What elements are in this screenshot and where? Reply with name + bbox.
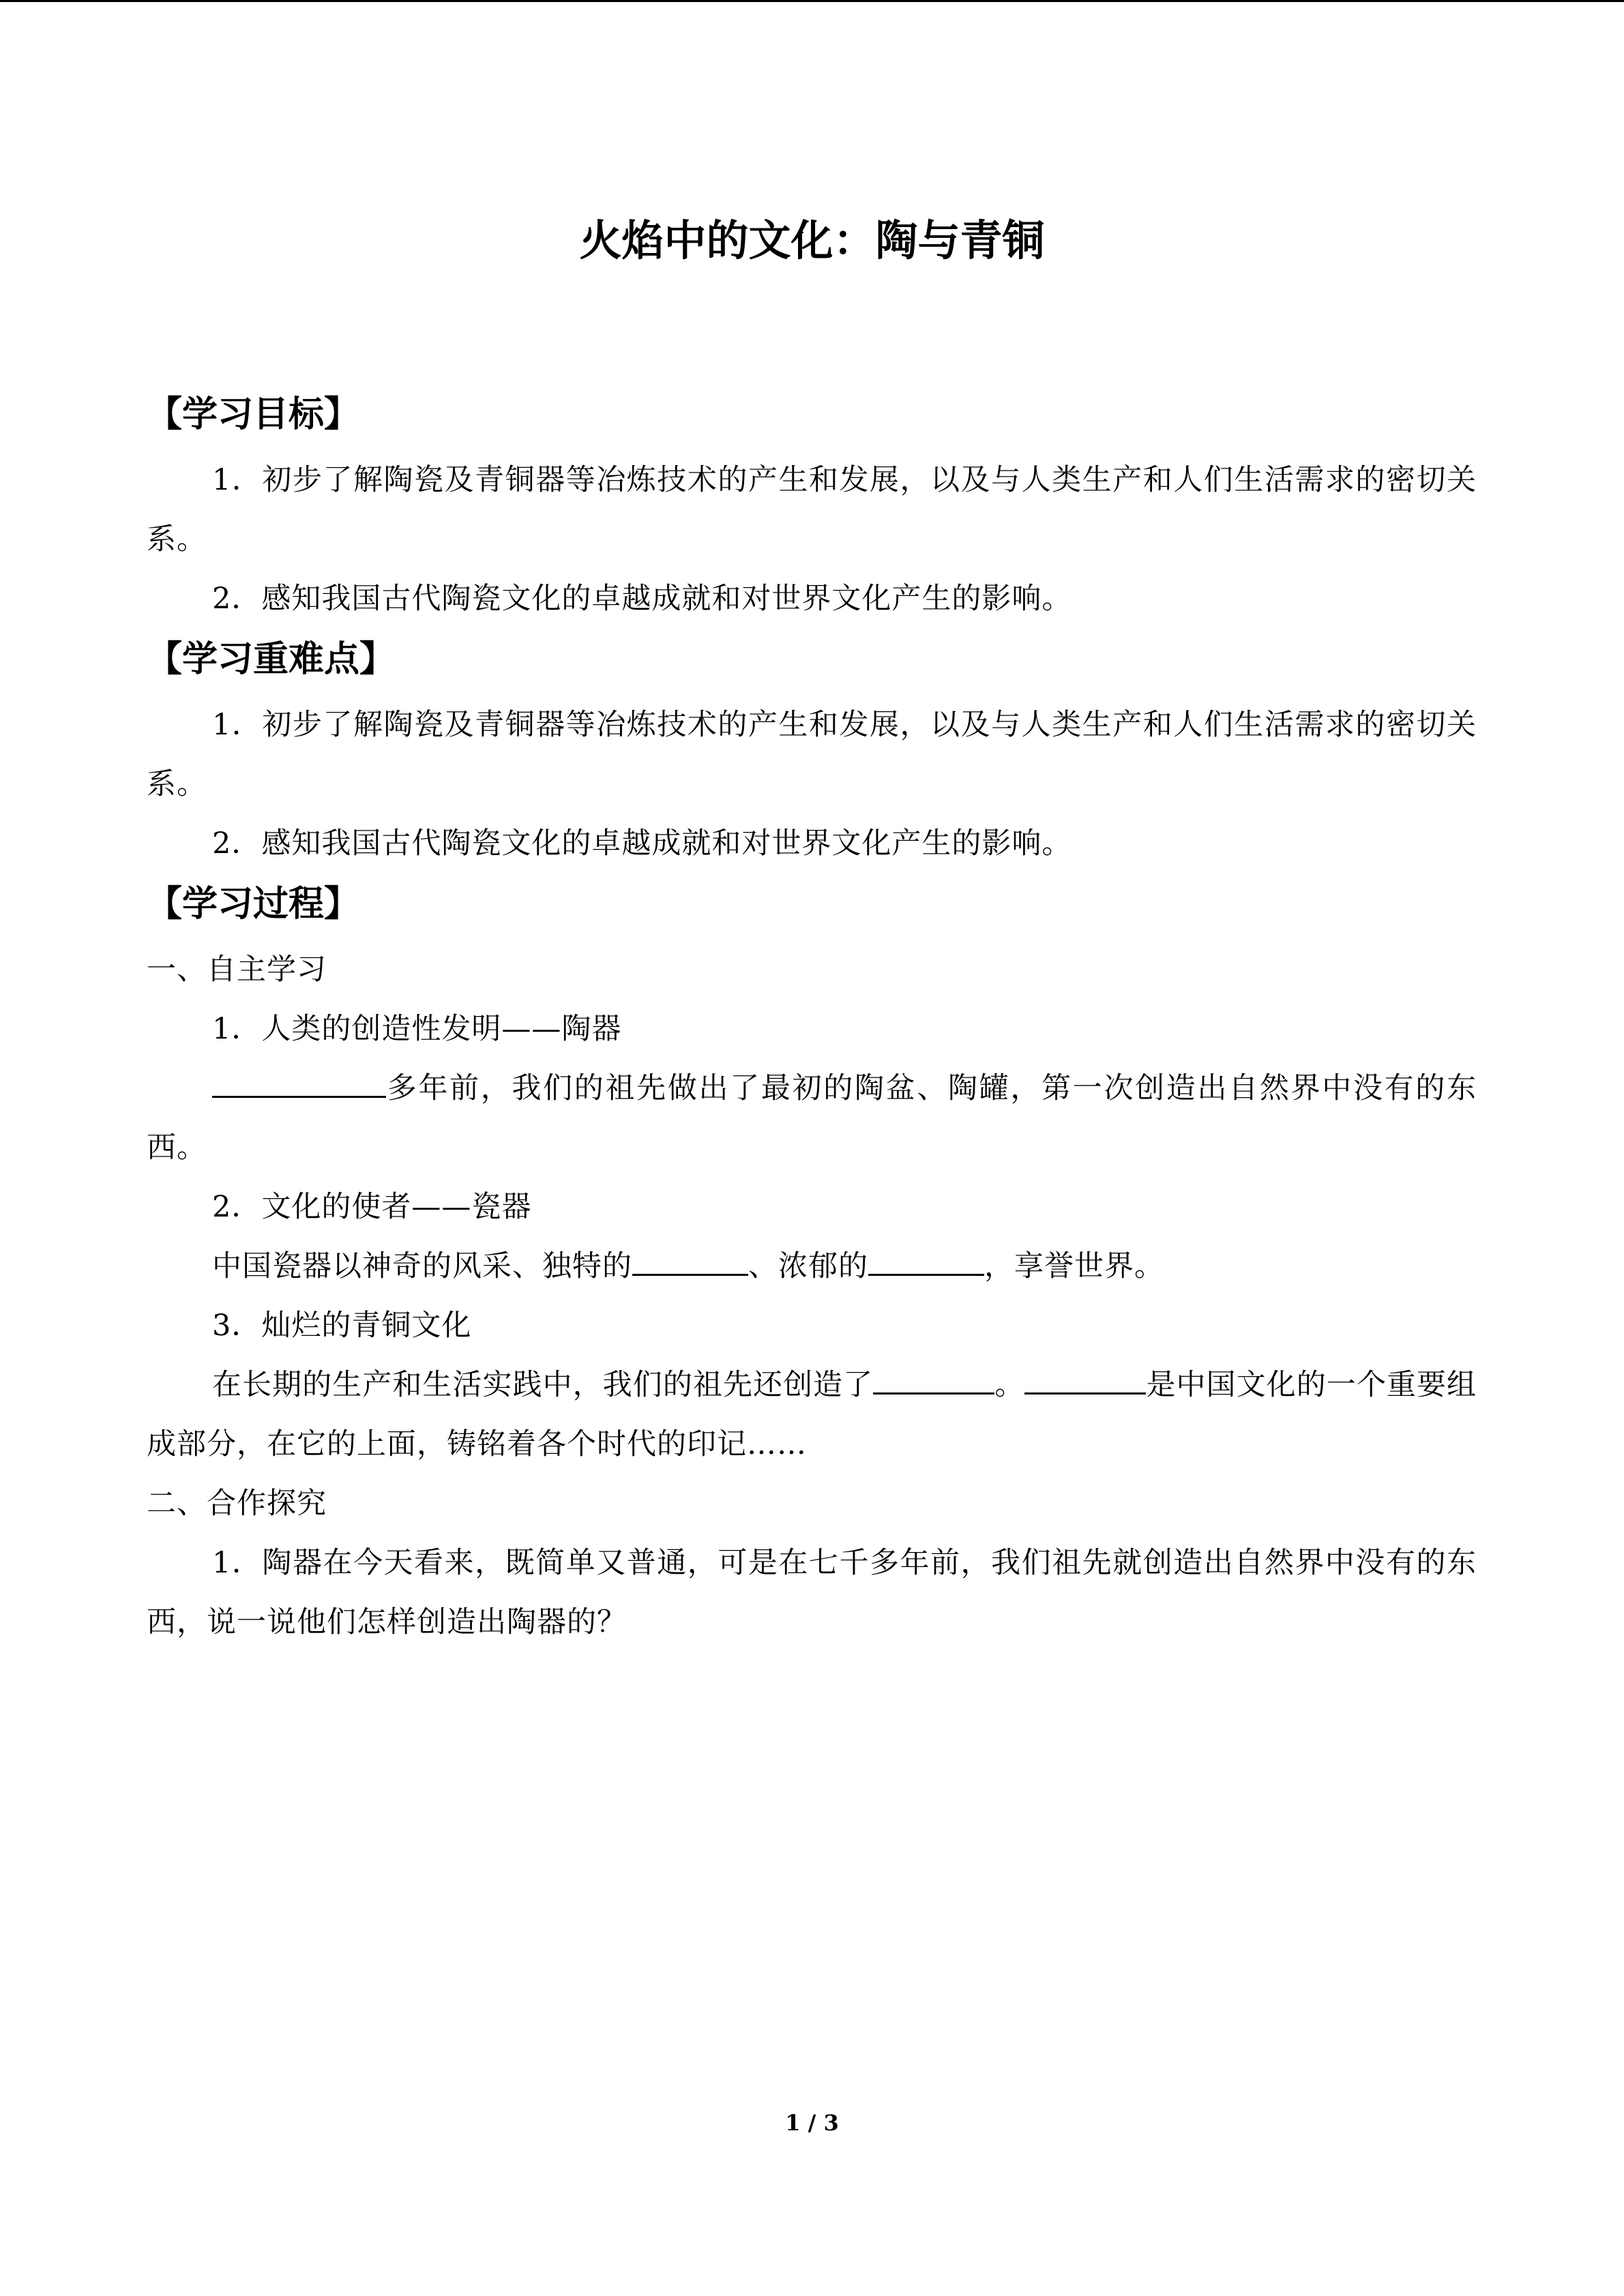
- part2-item: 1．陶器在今天看来，既简单又普通，可是在七千多年前，我们祖先就创造出自然界中没有的东西，说一说他们怎样创造出陶器的？: [147, 1546, 1477, 1639]
- page-title: 火焰中的文化：陶与青铜: [579, 215, 1045, 265]
- part2-title: 二、合作探究: [147, 1487, 327, 1521]
- item1-title: 1．人类的创造性发明——陶器: [212, 1012, 622, 1046]
- item1-text: [147, 1059, 1477, 1178]
- item2-text-b: 、浓郁的: [748, 1249, 868, 1283]
- fill-in-blank[interactable]: [873, 1365, 994, 1395]
- fill-in-blank[interactable]: [868, 1247, 984, 1276]
- item2-text-a: 中国瓷器以神奇的风采、独特的: [212, 1249, 632, 1283]
- item3-text: [147, 1356, 1477, 1474]
- objective-item: 2．感知我国古代陶瓷文化的卓越成就和对世界文化产生的影响。: [212, 582, 1072, 616]
- document-body: [147, 384, 1477, 1652]
- key-point-item: 2．感知我国古代陶瓷文化的卓越成就和对世界文化产生的影响。: [212, 826, 1072, 861]
- objective-item: 1．初步了解陶瓷及青铜器等冶炼技术的产生和发展，以及与人类生产和人们生活需求的密切关系。: [147, 463, 1477, 556]
- item3-text-b: 。: [994, 1368, 1025, 1402]
- part1-title: 一、自主学习: [147, 953, 327, 987]
- item2-text: [147, 1237, 1477, 1296]
- objectives-heading: 【学习目标】: [147, 394, 360, 435]
- fill-in-blank[interactable]: [1024, 1365, 1146, 1395]
- item3-text-a: 在长期的生产和生活实践中，我们的祖先还创造了: [212, 1368, 874, 1402]
- fill-in-blank[interactable]: [212, 1069, 386, 1098]
- item3-text-c: 是中国文化的一个重要组成部分，在它的上面，铸铭着各个时代的印记……: [147, 1368, 1477, 1461]
- item2-text-c: ，享誉世界。: [984, 1249, 1164, 1283]
- key-point-item: 1．初步了解陶瓷及青铜器等冶炼技术的产生和发展，以及与人类生产和人们生活需求的密切关系。: [147, 708, 1477, 801]
- key-points-heading: 【学习重难点】: [147, 639, 396, 680]
- item2-title: 2．文化的使者——瓷器: [212, 1190, 532, 1224]
- item3-title: 3．灿烂的青铜文化: [212, 1309, 472, 1343]
- item1-text-content: 多年前，我们的祖先做出了最初的陶盆、陶罐，第一次创造出自然界中没有的东西。: [147, 1071, 1477, 1165]
- process-heading: 【学习过程】: [147, 884, 360, 925]
- page-number: 1 / 3: [785, 2110, 839, 2136]
- fill-in-blank[interactable]: [632, 1247, 748, 1276]
